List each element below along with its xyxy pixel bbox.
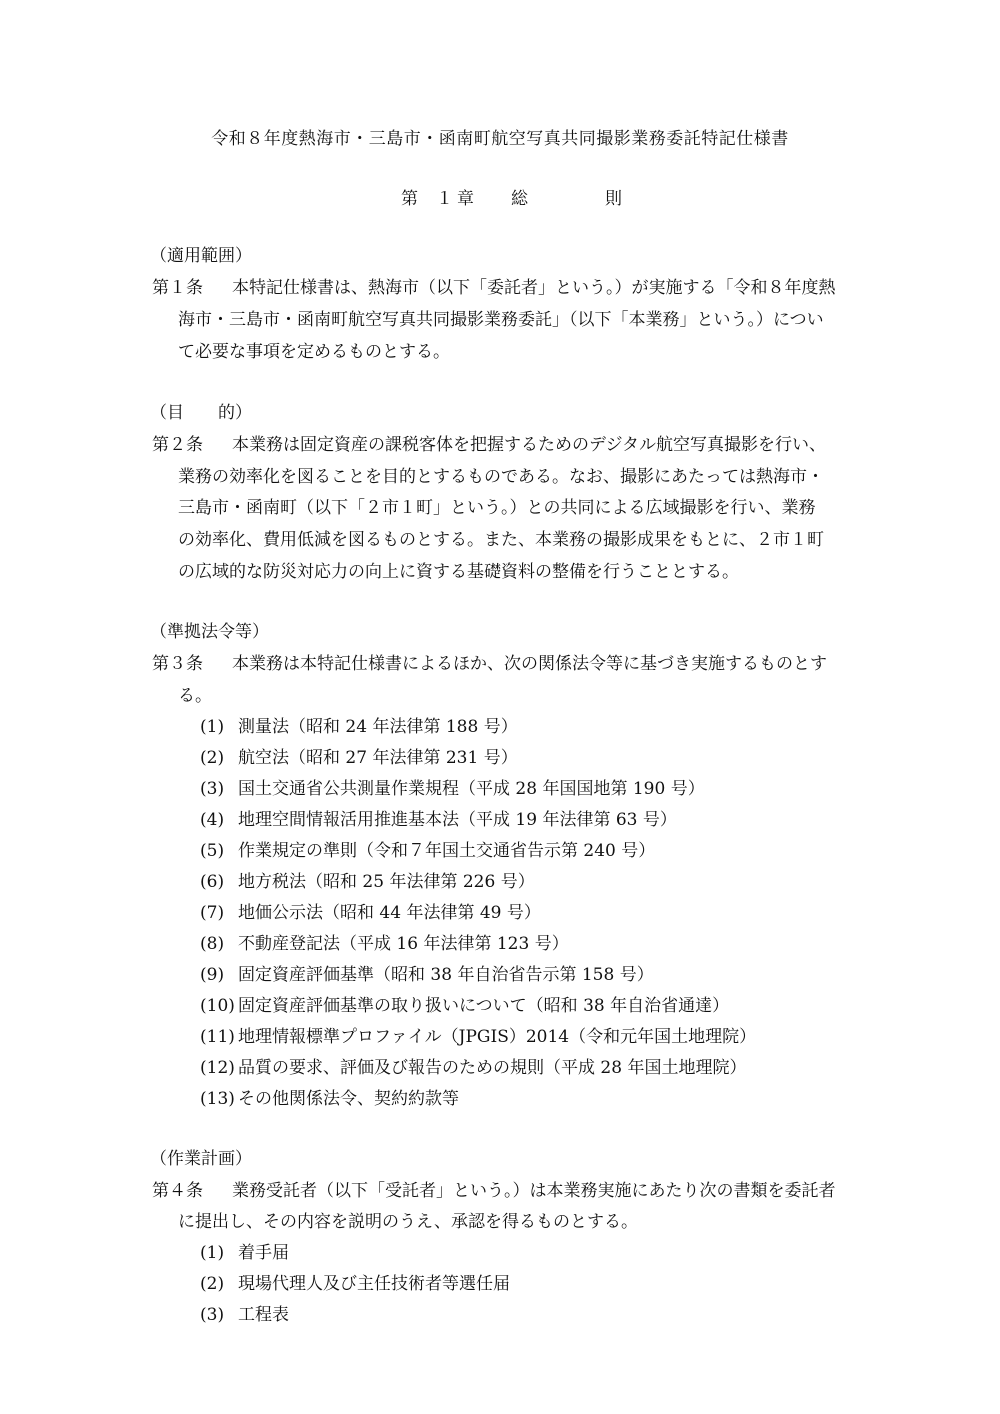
article-text-line: 三島市・函南町（以下「２市１町」という。）との共同による広域撮影を行い、業務: [178, 498, 816, 518]
list-item-text: 固定資産評価基準の取り扱いについて（昭和 38 年自治省通達）: [238, 996, 730, 1016]
article-number: 第４条: [152, 1181, 203, 1201]
list-item-number: (11): [200, 1027, 235, 1047]
article-text-line: の広域的な防災対応力の向上に資する基礎資料の整備を行うこととする。: [178, 562, 739, 582]
chapter-name-second: 則: [605, 189, 622, 209]
article-text-line: 本業務は本特記仕様書によるほか、次の関係法令等に基づき実施するものとす: [232, 654, 827, 674]
list-item-number: (9): [200, 965, 225, 985]
list-item-text: 地価公示法（昭和 44 年法律第 49 号）: [238, 903, 541, 923]
section-heading: （適用範囲）: [150, 246, 252, 266]
list-item-number: (10): [200, 996, 235, 1016]
list-item-text: 国土交通省公共測量作業規程（平成 28 年国国地第 190 号）: [238, 779, 705, 799]
chapter-prefix: 第: [401, 189, 418, 209]
article-text-line: 業務受託者（以下「受託者」という。）は本業務実施にあたり次の書類を委託者: [232, 1181, 836, 1201]
list-item-text: 地理情報標準プロファイル（JPGIS）2014（令和元年国土地理院）: [238, 1027, 757, 1047]
chapter-number: １: [436, 189, 453, 209]
list-item-number: (13): [200, 1089, 235, 1109]
list-item-text: その他関係法令、契約約款等: [238, 1089, 459, 1109]
list-item-number: (1): [200, 1243, 225, 1263]
section-heading: （作業計画）: [150, 1149, 252, 1169]
list-item-number: (6): [200, 872, 225, 892]
list-item-text: 地方税法（昭和 25 年法律第 226 号）: [238, 872, 535, 892]
article-text-line: て必要な事項を定めるものとする。: [178, 342, 450, 362]
article-number: 第３条: [152, 654, 203, 674]
article-number: 第１条: [152, 278, 203, 298]
list-item-number: (1): [200, 717, 225, 737]
article-text-line: 本業務は固定資産の課税客体を把握するためのデジタル航空写真撮影を行い、: [232, 435, 826, 455]
section-heading: （準拠法令等）: [150, 622, 269, 642]
list-item-number: (7): [200, 903, 225, 923]
list-item-text: 不動産登記法（平成 16 年法律第 123 号）: [238, 934, 569, 954]
list-item-text: 地理空間情報活用推進基本法（平成 19 年法律第 63 号）: [238, 810, 677, 830]
article-text-line: 本特記仕様書は、熱海市（以下「委託者」という。）が実施する「令和８年度熱: [232, 278, 836, 298]
list-item-text: 作業規定の準則（令和７年国土交通省告示第 240 号）: [238, 841, 656, 861]
list-item-text: 現場代理人及び主任技術者等選任届: [238, 1274, 510, 1294]
list-item-number: (3): [200, 1305, 225, 1325]
list-item-number: (3): [200, 779, 225, 799]
article-text-line: 海市・三島市・函南町航空写真共同撮影業務委託」（以下「本業務」という。）につい: [178, 310, 824, 330]
list-item-number: (12): [200, 1058, 235, 1078]
article-text-line: に提出し、その内容を説明のうえ、承認を得るものとする。: [178, 1212, 639, 1232]
list-item-number: (2): [200, 1274, 225, 1294]
list-item-number: (5): [200, 841, 225, 861]
list-item-number: (8): [200, 934, 225, 954]
section-heading: （目 的）: [150, 403, 252, 423]
list-item-text: 工程表: [238, 1305, 289, 1325]
article-text-line: る。: [178, 686, 212, 706]
article-number: 第２条: [152, 435, 203, 455]
list-item-text: 固定資産評価基準（昭和 38 年自治省告示第 158 号）: [238, 965, 654, 985]
list-item-text: 品質の要求、評価及び報告のための規則（平成 28 年国土地理院）: [238, 1058, 747, 1078]
chapter-name-first: 総: [511, 189, 528, 209]
list-item-text: 航空法（昭和 27 年法律第 231 号）: [238, 748, 518, 768]
document-title: 令和８年度熱海市・三島市・函南町航空写真共同撮影業務委託特記仕様書: [211, 129, 789, 149]
list-item-number: (2): [200, 748, 225, 768]
article-text-line: 業務の効率化を図ることを目的とするものである。なお、撮影にあたっては熱海市・: [178, 467, 824, 487]
list-item-text: 測量法（昭和 24 年法律第 188 号）: [238, 717, 518, 737]
article-text-line: の効率化、費用低減を図るものとする。また、本業務の撮影成果をもとに、２市１町: [178, 530, 824, 550]
chapter-suffix: 章: [457, 189, 474, 209]
list-item-text: 着手届: [238, 1243, 289, 1263]
list-item-number: (4): [200, 810, 225, 830]
chapter-heading: [0, 184, 1000, 208]
